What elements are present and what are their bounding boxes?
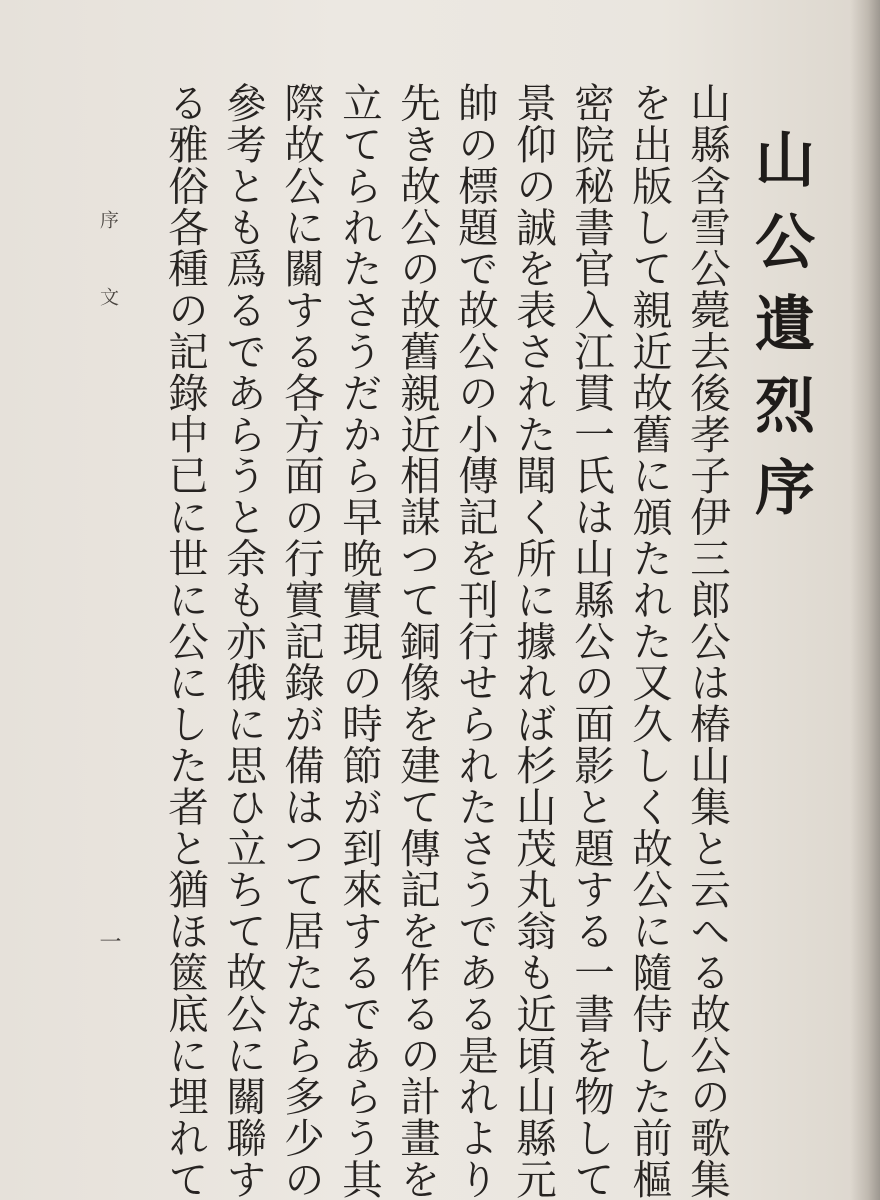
chapter-title: 山公遺烈序 <box>745 128 815 538</box>
text-column-3: 密院秘書官入江貫一氏は山縣公の面影と題する一書を物して <box>567 82 615 1200</box>
text-column-1: 山縣含雪公薨去後孝子伊三郎公は椿山集と云へる故公の歌集 <box>683 82 731 1200</box>
text-column-6: 先き故公の故舊親近相謀つて銅像を建て傳記を作るの計畫を <box>393 82 441 1200</box>
page-number: 一 <box>96 930 121 952</box>
text-column-8: 際故公に關する各方面の行實記錄が備はつて居たなら多少の <box>277 82 325 1200</box>
page-gutter-shadow <box>850 0 880 1200</box>
text-column-2: を出版して親近故舊に頒たれた又久しく故公に隨侍した前樞 <box>625 82 673 1200</box>
running-head: 序文 <box>97 210 119 364</box>
text-column-5: 帥の標題で故公の小傳記を刊行せられたさうである是れより <box>451 82 499 1200</box>
text-column-4: 景仰の誠を表された聞く所に據れば杉山茂丸翁も近頃山縣元 <box>509 82 557 1200</box>
text-column-9: 參考とも爲るであらうと余も亦俄に思ひ立ちて故公に關聯す <box>219 82 267 1200</box>
text-column-10: る雅俗各種の記錄中已に世に公にした者と猶ほ篋底に埋れて <box>161 82 209 1200</box>
text-column-7: 立てられたさうだから早晩實現の時節が到來するであらう其 <box>335 82 383 1200</box>
